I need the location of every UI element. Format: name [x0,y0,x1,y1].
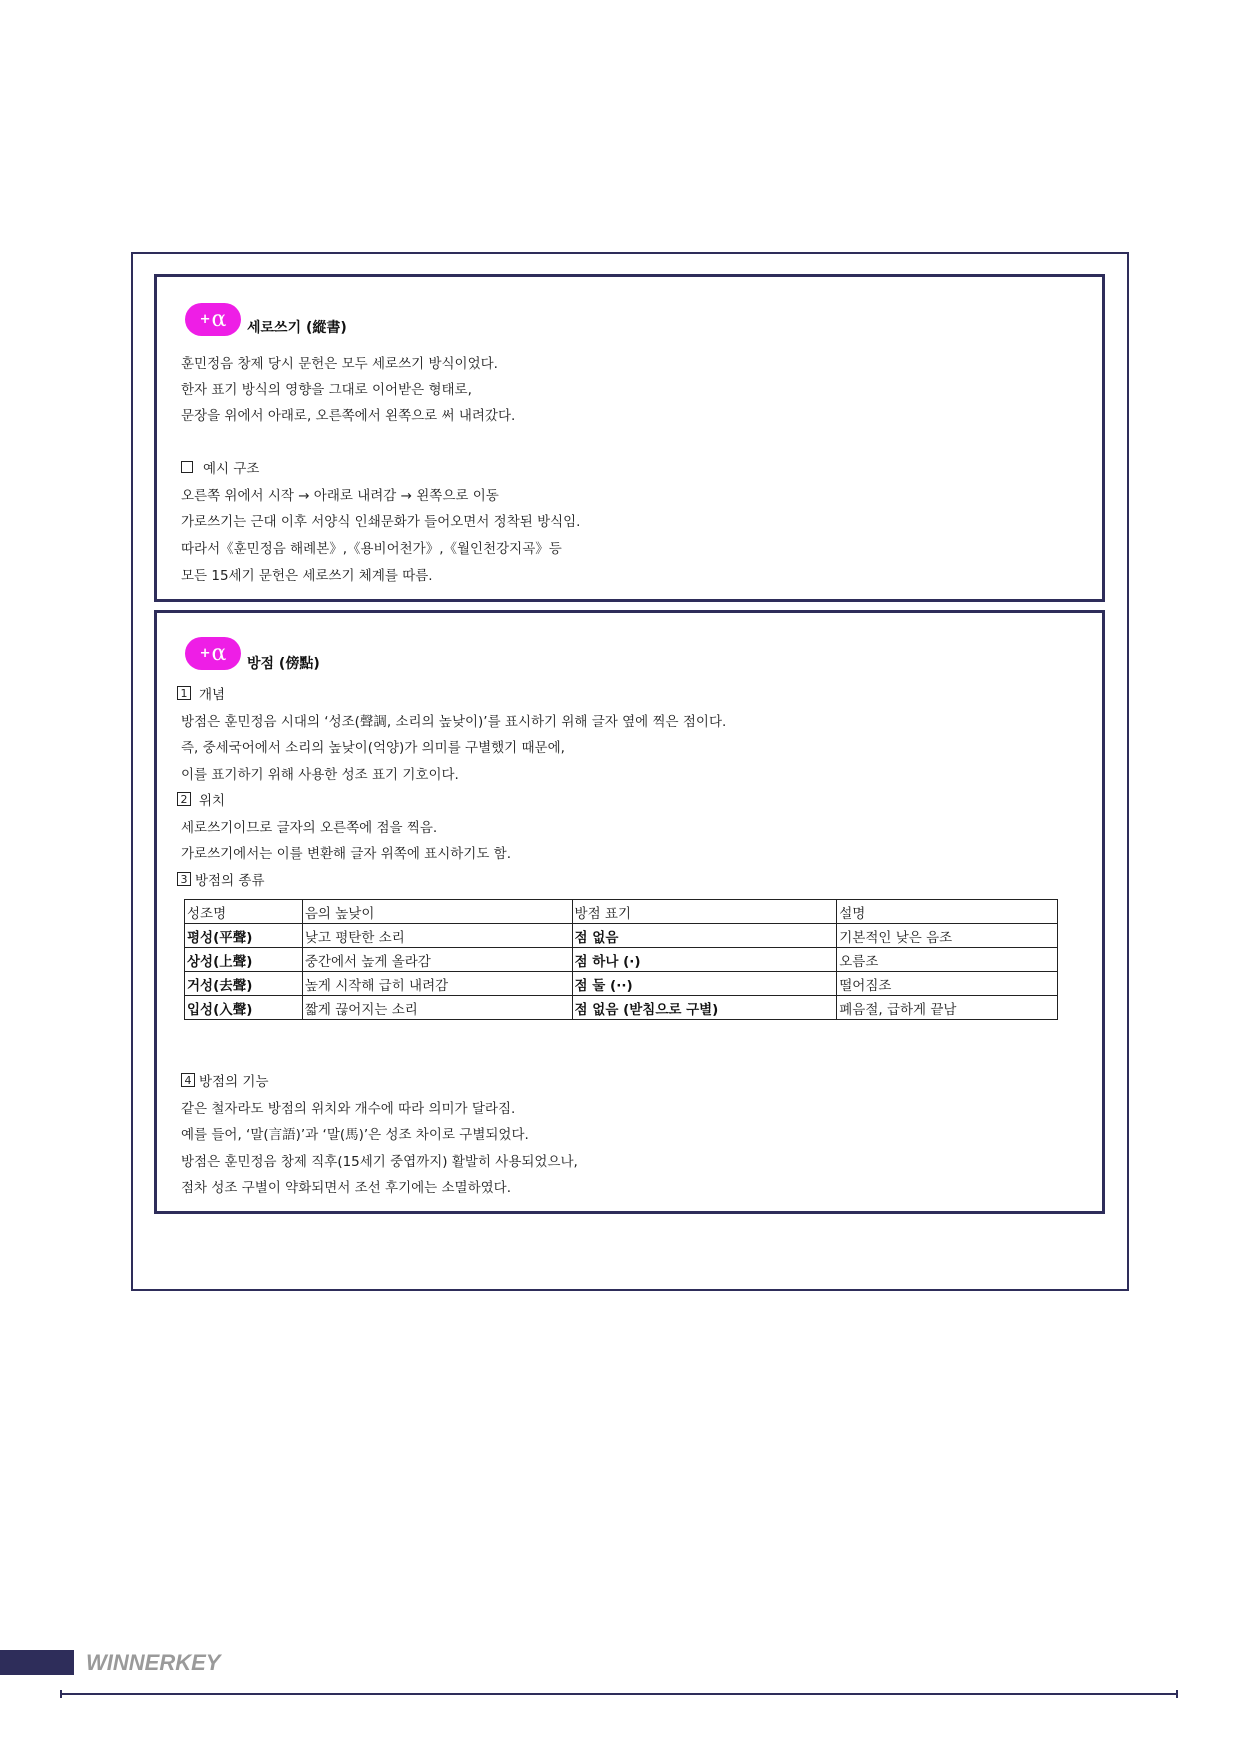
text-line: 오른쪽 위에서 시작 → 아래로 내려감 → 왼쪽으로 이동 [181,488,499,504]
number-box-icon: 3 [177,872,191,886]
table-cell: 점 없음 (받침으로 구별) [572,996,837,1020]
table-cell: 짧게 끊어지는 소리 [302,996,572,1020]
table-header-row [185,900,1058,924]
table-cell: 폐음절, 급하게 끝남 [837,996,1058,1020]
example-heading: 예시 구조 [181,457,259,477]
table-cell: 중간에서 높게 올라감 [302,948,572,972]
table-row [185,996,1058,1020]
text-line: 가로쓰기에서는 이를 변환해 글자 위쪽에 표시하기도 함. [181,846,511,862]
tone-table [184,899,1058,1020]
table-header: 음의 높낮이 [302,900,572,924]
box-title: 방점 (傍點) [247,656,320,672]
footer-logo: WINNERKEY [86,1650,221,1675]
text-line: 즉, 중세국어에서 소리의 높낮이(억양)가 의미를 구별했기 때문에, [181,740,565,756]
text-line: 따라서《훈민정음 해례본》,《용비어천가》,《월인천강지곡》등 [181,541,562,557]
text-line: 문장을 위에서 아래로, 오른쪽에서 왼쪽으로 써 내려갔다. [181,408,516,424]
number-box-icon: 2 [177,792,191,806]
section-heading-3: 3 방점의 종류 [177,869,265,889]
plus-alpha-badge-icon: + α [185,637,241,670]
text-line: 모든 15세기 문헌은 세로쓰기 체계를 따름. [181,568,433,584]
text-line: 가로쓰기는 근대 이후 서양식 인쇄문화가 들어오면서 정착된 방식임. [181,514,581,530]
section-heading-1: 1 개념 [177,683,225,703]
table-cell: 오름조 [837,948,1058,972]
table-header: 설명 [837,900,1058,924]
table-cell: 거성(去聲) [185,972,303,996]
table-row [185,948,1058,972]
text-line: 방점은 훈민정음 시대의 ‘성조(聲調, 소리의 높낮이)’를 표시하기 위해 글자 옆에 찍은 점이다. [181,714,727,730]
section-heading-4: 4 방점의 기능 [181,1070,269,1090]
text-line: 이를 표기하기 위해 사용한 성조 표기 기호이다. [181,767,459,783]
table-cell: 점 둘 (··) [572,972,837,996]
vertical-writing-box [154,274,1105,602]
table-cell: 기본적인 낮은 음조 [837,924,1058,948]
bangjeom-box [154,610,1105,1214]
text-line: 같은 철자라도 방점의 위치와 개수에 따라 의미가 달라짐. [181,1101,516,1117]
text-line: 훈민정음 창제 당시 문헌은 모두 세로쓰기 방식이었다. [181,356,498,372]
table-cell: 높게 시작해 급히 내려감 [302,972,572,996]
number-box-icon: 4 [181,1073,195,1087]
table-row [185,924,1058,948]
table-header: 방점 표기 [572,900,837,924]
number-box-icon: 1 [177,686,191,700]
text-line: 예를 들어, ‘말(言語)’과 ‘말(馬)’은 성조 차이로 구별되었다. [181,1127,529,1143]
table-cell: 상성(上聲) [185,948,303,972]
plus-alpha-badge-icon: + α [185,303,241,336]
box-title: 세로쓰기 (縱書) [247,320,347,336]
table-cell: 점 하나 (·) [572,948,837,972]
footer-accent-bar [0,1650,74,1675]
text-line: 점차 성조 구별이 약화되면서 조선 후기에는 소멸하였다. [181,1180,511,1196]
table-header: 성조명 [185,900,303,924]
table-cell: 점 없음 [572,924,837,948]
text-line: 한자 표기 방식의 영향을 그대로 이어받은 형태로, [181,382,472,398]
table-cell: 낮고 평탄한 소리 [302,924,572,948]
section-heading-2: 2 위치 [177,789,225,809]
table-row [185,972,1058,996]
footer-divider [60,1693,1178,1695]
text-line: 세로쓰기이므로 글자의 오른쪽에 점을 찍음. [181,820,438,836]
square-icon [181,461,193,473]
text-line: 방점은 훈민정음 창제 직후(15세기 중엽까지) 활발히 사용되었으나, [181,1154,578,1170]
table-cell: 떨어짐조 [837,972,1058,996]
table-cell: 평성(平聲) [185,924,303,948]
table-cell: 입성(入聲) [185,996,303,1020]
